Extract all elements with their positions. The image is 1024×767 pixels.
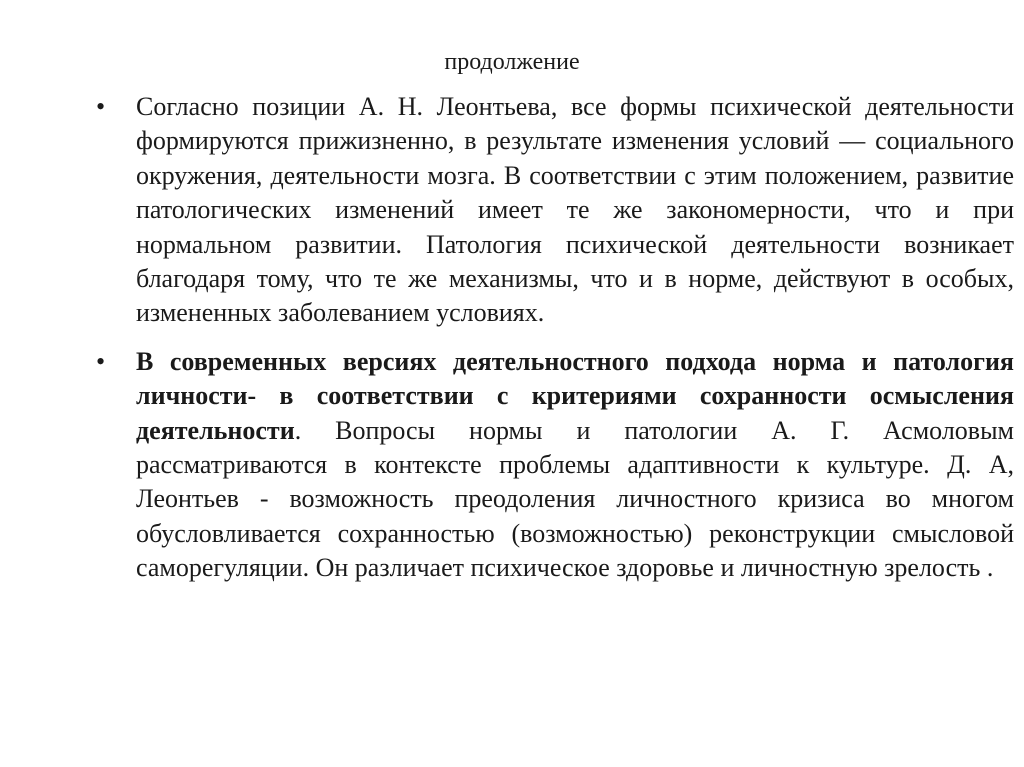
bullet-dot-icon: • (96, 346, 106, 376)
slide-title: продолжение (444, 49, 580, 75)
bullet-text-2 (136, 345, 1014, 586)
bullet-item-1 (96, 90, 1020, 331)
bullet-body-1: Согласно позиции А. Н. Леонтьева, все формы психической деятельности формируются прижизненно, в результате изменения условий — социального окружения, деятельности мозга. В соответствии с этим положением, развитие патологических изменений имеет те же закономерности, что и при нормальном развитии. Патология психической деятельности возникает благодаря тому, что те же механизмы, что и в норме, действуют в особых, измененных заболеванием условиях. (136, 92, 1014, 328)
bullet-dot-icon: • (96, 92, 106, 121)
bullet-body-2: . Вопросы нормы и патологии А. Г. Асмоловым рассматриваются в контексте проблемы адаптивности к культуре. Д. А, Леонтьев - возможность преодоления личностного кризиса во многом обусловливается сохранностью (возможностью) реконструкции смысловой саморегуляции. Он различает психическое здоровье и личностную зрелость . (136, 415, 1014, 583)
bullet-text-1 (136, 90, 1014, 331)
bullet-item-2 (96, 345, 1020, 586)
bullet-bold-lead-2: В современных версиях деятельностного подхода норма и патология личности- в соответствии с критериями сохранности осмысления деятельности (136, 346, 1014, 445)
bullet-list (96, 90, 1020, 600)
